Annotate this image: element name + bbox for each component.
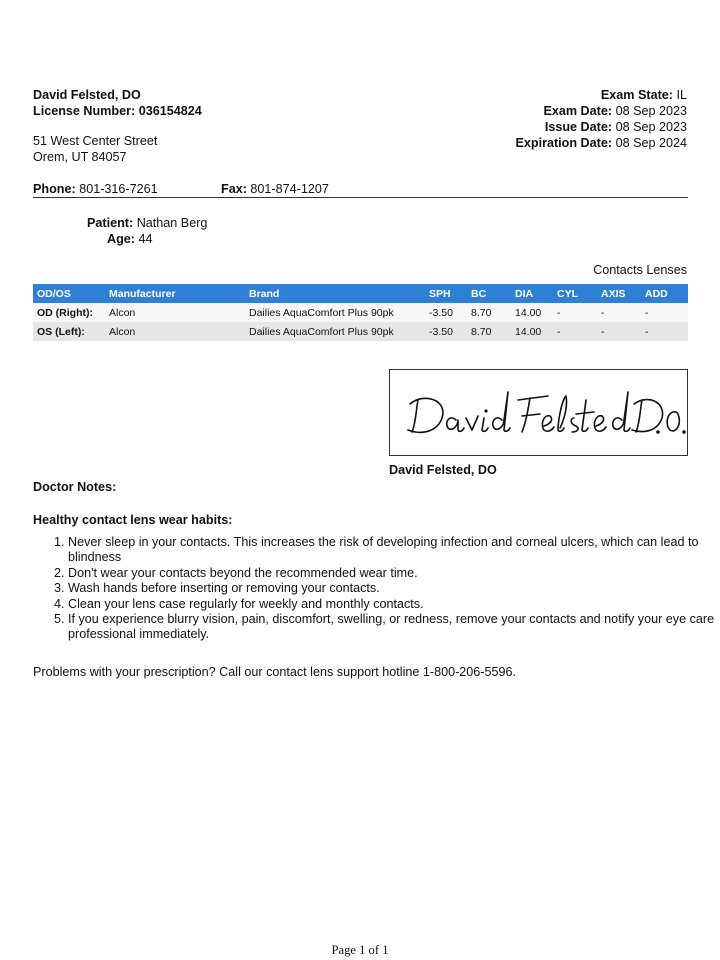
issue-date-line <box>515 119 687 135</box>
cell-eye: OD (Right): <box>33 303 105 322</box>
cell-manufacturer: Alcon <box>105 303 245 322</box>
exam-date-value: 08 Sep 2023 <box>615 104 687 118</box>
phone-label: Phone: <box>33 182 76 196</box>
cell-sph: -3.50 <box>425 322 467 341</box>
age-label: Age: <box>107 232 135 246</box>
issue-date-value: 08 Sep 2023 <box>615 120 687 134</box>
expiration-date-line <box>515 135 687 151</box>
patient-name-line <box>87 215 207 231</box>
cell-add: - <box>641 322 688 341</box>
cell-axis: - <box>597 303 641 322</box>
habits-list <box>33 535 720 643</box>
cell-brand: Dailies AquaComfort Plus 90pk <box>245 303 425 322</box>
cell-eye: OS (Left): <box>33 322 105 341</box>
header-divider <box>33 197 688 198</box>
list-item: 2. Don't wear your contacts beyond the recommended wear time. <box>68 566 720 581</box>
table-row-os <box>33 322 688 341</box>
col-header-odos: OD/OS <box>33 284 105 303</box>
col-header-cyl: CYL <box>553 284 597 303</box>
col-header-sph: SPH <box>425 284 467 303</box>
doctor-address <box>33 133 157 165</box>
patient-info <box>87 215 207 247</box>
list-item: 3. Wash hands before inserting or removing your contacts. <box>68 581 720 596</box>
exam-state-label: Exam State: <box>600 88 673 102</box>
col-header-dia: DIA <box>511 284 553 303</box>
col-header-brand: Brand <box>245 284 425 303</box>
cell-add: - <box>641 303 688 322</box>
phone-value: 801-316-7261 <box>79 182 158 196</box>
age-value: 44 <box>138 232 153 246</box>
table-caption: Contacts Lenses <box>593 263 687 277</box>
signature-image <box>390 370 686 454</box>
fax-value: 801-874-1207 <box>250 182 329 196</box>
doctor-info <box>33 87 202 119</box>
list-item: 4. Clean your lens case regularly for weekly and monthly contacts. <box>68 597 720 612</box>
phone-line <box>33 182 158 196</box>
license-number: 036154824 <box>138 104 202 118</box>
exam-state-line <box>515 87 687 103</box>
cell-manufacturer: Alcon <box>105 322 245 341</box>
col-header-manufacturer: Manufacturer <box>105 284 245 303</box>
cell-sph: -3.50 <box>425 303 467 322</box>
habits-heading: Healthy contact lens wear habits: <box>33 513 233 527</box>
exam-info <box>515 87 687 151</box>
doctor-name: David Felsted, DO <box>33 88 141 102</box>
doctor-notes-heading: Doctor Notes: <box>33 480 117 494</box>
prescription-table <box>33 284 688 341</box>
issue-date-label: Issue Date: <box>544 120 613 134</box>
col-header-add: ADD <box>641 284 688 303</box>
patient-label: Patient: <box>87 216 134 230</box>
cell-cyl: - <box>553 322 597 341</box>
address-line-2: Orem, UT 84057 <box>33 150 127 164</box>
expiration-date-label: Expiration Date: <box>515 136 613 150</box>
cell-cyl: - <box>553 303 597 322</box>
license-label: License Number: <box>33 104 136 118</box>
fax-label: Fax: <box>221 182 247 196</box>
exam-date-label: Exam Date: <box>543 104 613 118</box>
support-hotline-text: Problems with your prescription? Call our contact lens support hotline 1-800-206-5596. <box>33 665 517 679</box>
patient-age-line <box>87 231 207 247</box>
col-header-axis: AXIS <box>597 284 641 303</box>
fax-line <box>221 181 329 197</box>
exam-date-line <box>515 103 687 119</box>
address-line-1: 51 West Center Street <box>33 134 158 148</box>
exam-state-value: IL <box>676 88 687 102</box>
signature-box <box>389 369 688 456</box>
contact-row <box>33 181 688 197</box>
cell-bc: 8.70 <box>467 303 511 322</box>
page-number: Page 1 of 1 <box>331 943 389 957</box>
list-item: 1. Never sleep in your contacts. This increases the risk of developing infection and corneal ulcers, which can lead to blindness <box>68 535 720 566</box>
cell-dia: 14.00 <box>511 322 553 341</box>
table-header-row <box>33 284 688 303</box>
signature-printed-name: David Felsted, DO <box>389 463 497 477</box>
col-header-bc: BC <box>467 284 511 303</box>
table-row-od <box>33 303 688 322</box>
cell-axis: - <box>597 322 641 341</box>
expiration-date-value: 08 Sep 2024 <box>615 136 687 150</box>
cell-brand: Dailies AquaComfort Plus 90pk <box>245 322 425 341</box>
cell-dia: 14.00 <box>511 303 553 322</box>
list-item: 5. If you experience blurry vision, pain, discomfort, swelling, or redness, remove your contacts and notify your eye care professional immediately. <box>68 612 720 643</box>
patient-name: Nathan Berg <box>136 216 208 230</box>
cell-bc: 8.70 <box>467 322 511 341</box>
license-line <box>33 103 202 119</box>
